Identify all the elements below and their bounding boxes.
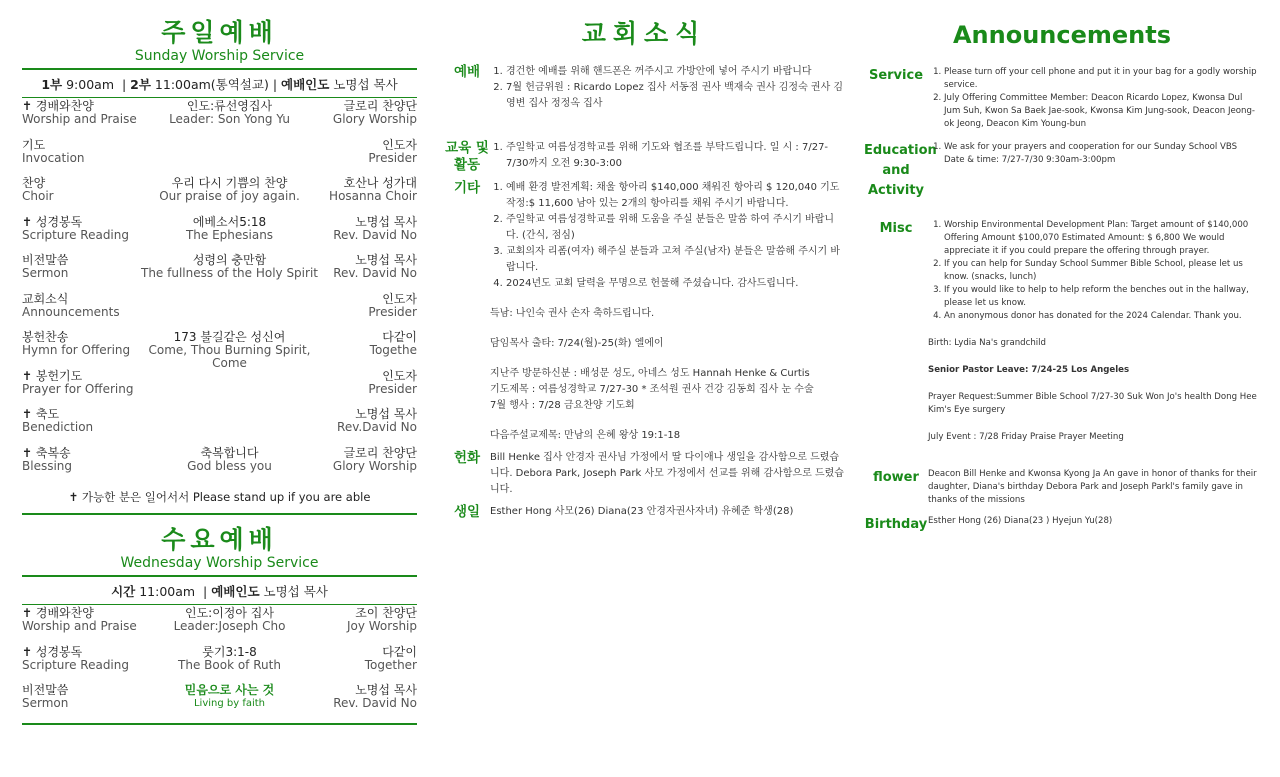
item-english: Worship and Praise bbox=[22, 112, 137, 126]
detail-korean: 에베소서5:18 bbox=[192, 214, 267, 229]
order-presider bbox=[322, 684, 417, 710]
list-item: 1. Please turn off your cell phone and put it in your bag for a godly worship service. bbox=[944, 66, 1260, 92]
item-english: Worship and Praise bbox=[22, 619, 137, 633]
order-presider bbox=[322, 293, 417, 319]
detail-english: The fullness of the Holy Spirit bbox=[141, 266, 318, 280]
order-item bbox=[22, 100, 137, 126]
item-korean: 봉헌찬송 bbox=[22, 330, 69, 344]
news-education bbox=[444, 140, 844, 174]
news-etc bbox=[444, 180, 844, 444]
presider-korean: 조이 찬양단 bbox=[355, 606, 417, 620]
order-presider bbox=[322, 408, 417, 434]
list-item: 2. July Offering Committee Member: Deacon Ricardo Lopez, Kwonsa Dul Jum Suh, Kwon Sa Baek Jae-sook, Kwonsa Kim Jung-sook, Deacon Jeong-ok Jeong, Deacon Kim Young-bun bbox=[944, 92, 1260, 131]
order-item bbox=[22, 216, 137, 242]
presider-english: Rev. David No bbox=[333, 266, 417, 280]
order-row bbox=[22, 646, 417, 685]
first-service-label: 1부 bbox=[41, 77, 63, 92]
ann-education bbox=[864, 141, 1260, 201]
item-english: Sermon bbox=[22, 266, 69, 280]
section-label: flower bbox=[873, 470, 919, 485]
order-item bbox=[22, 331, 137, 357]
standup-note: ✝ 가능한 분은 일어서서 Please stand up if you are able bbox=[22, 485, 417, 515]
detail-korean: 173 불길같은 성신여 bbox=[173, 330, 286, 344]
order-presider bbox=[322, 100, 417, 126]
order-item bbox=[22, 293, 137, 319]
item-english: Choir bbox=[22, 189, 54, 203]
item-english: Invocation bbox=[22, 150, 85, 165]
second-service-label: 2부 bbox=[130, 77, 151, 92]
section-label: 교육 및 활동 bbox=[445, 140, 489, 173]
sunday-title: 주일예배 bbox=[161, 18, 278, 47]
detail-korean: 인도:류선영집사 bbox=[186, 99, 273, 113]
presider-korean: 글로리 찬양단 bbox=[343, 445, 417, 460]
order-presider bbox=[322, 607, 417, 633]
news-flower bbox=[444, 450, 844, 498]
list-item: 2. If you can help for Sunday School Summer Bible School, please let us know. (snacks, lunch) bbox=[944, 258, 1260, 284]
item-english: Announcements bbox=[22, 304, 120, 319]
section-label: Misc bbox=[879, 221, 913, 236]
order-row bbox=[22, 216, 417, 255]
presider-english: Rev. David No bbox=[333, 696, 417, 710]
presider-english: Presider bbox=[368, 150, 417, 165]
item-english: Prayer for Offering bbox=[22, 381, 134, 396]
order-detail bbox=[137, 646, 322, 672]
item-korean: 비전말씀 bbox=[22, 253, 69, 267]
presider-korean: 인도자 bbox=[382, 291, 417, 306]
worship-list bbox=[490, 64, 844, 112]
detail-korean: 축복합니다 bbox=[200, 445, 259, 460]
leader-name: 노명섭 목사 bbox=[263, 584, 328, 599]
order-row bbox=[22, 254, 417, 293]
detail-korean: 성령의 충만함 bbox=[192, 253, 267, 267]
etc-list bbox=[490, 180, 844, 292]
order-detail bbox=[137, 607, 322, 633]
birth-note: Birth: Lydia Na's grandchild bbox=[928, 338, 1047, 348]
ann-misc bbox=[864, 219, 1260, 444]
list-item: 2. 주일학교 여름성경학교를 위해 도움을 주실 분들은 말씀 하여 주시기 바랍니다. (간식, 점심) bbox=[506, 212, 844, 244]
presider-korean: 노명섭 목사 bbox=[355, 683, 417, 697]
item-korean: ✝ 봉헌기도 bbox=[22, 368, 83, 383]
order-detail bbox=[137, 216, 322, 242]
pastor-leave-note: 담임목사 출타: 7/24(월)-25(화) 엘에이 bbox=[490, 338, 664, 349]
birthday-note: Esther Hong 사모(26) Diana(23 안경자권사자녀) 유혜준 학생(28) bbox=[490, 506, 794, 517]
presider-korean: 글로리 찬양단 bbox=[343, 99, 417, 113]
order-row bbox=[22, 408, 417, 447]
presider-english: Glory Worship bbox=[332, 458, 417, 473]
presider-korean: 노명섭 목사 bbox=[355, 214, 417, 229]
order-detail bbox=[137, 254, 322, 280]
order-row bbox=[22, 177, 417, 216]
item-english: Scripture Reading bbox=[22, 657, 129, 672]
order-item bbox=[22, 408, 137, 434]
order-row bbox=[22, 684, 417, 723]
ann-flower bbox=[864, 468, 1260, 507]
presider-korean: 노명섭 목사 bbox=[355, 253, 417, 267]
item-korean: ✝ 축도 bbox=[22, 407, 60, 421]
section-label: Service bbox=[868, 68, 924, 83]
news-column bbox=[444, 18, 844, 527]
order-item bbox=[22, 370, 137, 396]
event-note: July Event : 7/28 Friday Praise Prayer Meeting bbox=[928, 432, 1124, 442]
order-item bbox=[22, 646, 137, 672]
detail-korean: 우리 다시 기쁨의 찬양 bbox=[171, 176, 288, 190]
education-list bbox=[928, 141, 1260, 167]
leader-label: 예배인도 bbox=[281, 77, 330, 92]
section-label: Birthday bbox=[864, 517, 928, 532]
order-presider bbox=[322, 646, 417, 672]
item-korean: 비전말씀 bbox=[22, 683, 69, 697]
pastor-leave-note: Senior Pastor Leave: 7/24-25 Los Angeles bbox=[928, 365, 1130, 375]
item-english: Scripture Reading bbox=[22, 227, 129, 242]
divider bbox=[22, 723, 417, 725]
list-item: 3. 교회의자 리폼(여자) 해주실 분들과 고쳐 주실(남자) 분들은 말씀해 주시기 바랍니다. bbox=[506, 244, 844, 276]
order-item bbox=[22, 684, 137, 710]
order-row bbox=[22, 370, 417, 409]
announcements-column bbox=[864, 18, 1260, 543]
leader-label: 예배인도 bbox=[211, 584, 260, 599]
presider-korean: 호산나 성가대 bbox=[343, 176, 417, 190]
misc-list bbox=[928, 219, 1260, 323]
announcements-title: Announcements bbox=[952, 21, 1172, 49]
detail-english: God bless you bbox=[187, 458, 272, 473]
order-presider bbox=[322, 447, 417, 473]
order-row bbox=[22, 607, 417, 646]
item-english: Benediction bbox=[22, 420, 94, 434]
ann-birthday bbox=[864, 515, 1260, 535]
first-service-time: 9:00am bbox=[66, 77, 115, 92]
birth-note: 득남: 나인숙 권사 손자 축하드립니다. bbox=[490, 308, 655, 319]
second-service-time: 11:00am(통역설교) bbox=[154, 77, 269, 92]
sunday-info: 1부 9:00am | 2부 11:00am(통역설교) | 예배인도 노명섭 목사 bbox=[41, 77, 398, 92]
order-detail bbox=[137, 177, 322, 203]
presider-english: Togethe bbox=[369, 343, 417, 357]
prayer-note: 기도제목 : 여름성경학교 7/27-30 * 조석원 권사 건강 김동희 집사 눈 수술 bbox=[490, 384, 814, 395]
flower-note: Bill Henke 집사 안경자 권사님 가정에서 딸 다이애나 생일을 감사함으로 드렸습니다. Debora Park, Joseph Park 사모 가정에서 선교를 위해 감사함으로 드렸습니다. bbox=[490, 452, 844, 495]
education-list bbox=[490, 140, 844, 172]
item-english: Hymn for Offering bbox=[22, 343, 131, 357]
sunday-order bbox=[22, 100, 417, 485]
order-detail bbox=[137, 447, 322, 473]
order-item bbox=[22, 254, 137, 280]
event-note: 7월 행사 : 7/28 금요찬양 기도회 bbox=[490, 400, 635, 411]
list-item: 3. If you would like to help to help reform the benches out in the hallway, please let us know. bbox=[944, 284, 1260, 310]
order-row bbox=[22, 139, 417, 178]
sunday-subtitle: Sunday Worship Service bbox=[134, 48, 305, 64]
detail-english: Come, Thou Burning Spirit, Come bbox=[148, 343, 311, 370]
order-detail bbox=[137, 684, 322, 710]
order-row bbox=[22, 293, 417, 332]
order-presider bbox=[322, 177, 417, 203]
wednesday-info: 시간 11:00am | 예배인도 노명섭 목사 bbox=[111, 584, 328, 599]
detail-english: The Book of Ruth bbox=[178, 657, 281, 672]
section-label: 기타 bbox=[453, 180, 481, 196]
item-english: Sermon bbox=[22, 696, 69, 710]
wednesday-title: 수요예배 bbox=[161, 525, 278, 554]
detail-korean: 믿음으로 사는 것 bbox=[184, 683, 275, 697]
section-label: 헌화 bbox=[453, 450, 481, 466]
presider-korean: 다같이 bbox=[382, 330, 417, 344]
news-worship bbox=[444, 64, 844, 112]
detail-english: Leader: Son Yong Yu bbox=[169, 112, 290, 126]
order-item bbox=[22, 447, 137, 473]
item-korean: ✝ 경배와찬양 bbox=[22, 606, 94, 620]
order-detail bbox=[137, 100, 322, 126]
order-row bbox=[22, 331, 417, 370]
item-korean: 찬양 bbox=[22, 176, 46, 190]
list-item: 1. 예배 환경 발전계획: 채울 항아리 $140,000 채워진 항아리 $ 120,040 기도작정:$ 11,600 남아 있는 2개의 항아리를 채워 주시기 바랍니다. bbox=[506, 180, 844, 212]
order-presider bbox=[322, 370, 417, 396]
order-presider bbox=[322, 139, 417, 165]
presider-english: Together bbox=[364, 657, 417, 672]
item-korean: ✝ 성경봉독 bbox=[22, 644, 83, 659]
item-english: Blessing bbox=[22, 458, 73, 473]
birthday-note: Esther Hong (26) Diana(23 ) Hyejun Yu(28) bbox=[928, 516, 1113, 526]
news-title: 교회소식 bbox=[581, 19, 707, 48]
list-item: 1. We ask for your prayers and cooperation for our Sunday School VBS Date & time: 7/27-7/30 9:30am-3:00pm bbox=[944, 141, 1260, 167]
worship-column bbox=[22, 18, 417, 725]
order-presider bbox=[322, 216, 417, 242]
list-item: 1. 주일학교 여름성경학교를 위해 기도와 협조를 부탁드립니다. 일 시 : 7/27-7/30까지 오전 9:30-3:00 bbox=[506, 140, 844, 172]
prayer-note: Prayer Request:Summer Bible School 7/27-30 Suk Won Jo's health Dong Hee Kim's Eye surgery bbox=[928, 392, 1257, 415]
presider-korean: 노명섭 목사 bbox=[355, 407, 417, 421]
detail-korean: 인도:이정아 집사 bbox=[184, 606, 274, 620]
order-item bbox=[22, 139, 137, 165]
detail-korean: 룻기3:1-8 bbox=[202, 644, 257, 659]
presider-english: Joy Worship bbox=[346, 619, 417, 633]
list-item: 4. 2024년도 교회 달력을 무명으로 헌물해 주셨습니다. 감사드립니다. bbox=[506, 276, 844, 292]
order-item bbox=[22, 607, 137, 633]
presider-english: Rev.David No bbox=[337, 420, 417, 434]
order-row bbox=[22, 447, 417, 486]
wednesday-subtitle: Wednesday Worship Service bbox=[120, 555, 319, 571]
presider-english: Glory Worship bbox=[332, 112, 417, 126]
ann-service bbox=[864, 66, 1260, 131]
section-label: Education and Activity bbox=[864, 143, 937, 198]
item-korean: ✝ 경배와찬양 bbox=[22, 99, 94, 113]
detail-english: Leader:Joseph Cho bbox=[173, 619, 286, 633]
item-korean: 기도 bbox=[22, 137, 46, 152]
order-presider bbox=[322, 254, 417, 280]
order-item bbox=[22, 177, 137, 203]
next-sermon-note: 다음주설교제목: 만남의 은혜 왕상 19:1-18 bbox=[490, 430, 681, 441]
flower-note: Deacon Bill Henke and Kwonsa Kyong Ja An gave in honor of thanks for their daughter, Diana's birthday Debora Park and Joseph Parkl's family gave in thanks of the missions bbox=[928, 469, 1257, 505]
section-label: 생일 bbox=[453, 504, 481, 520]
presider-english: Presider bbox=[368, 381, 417, 396]
detail-english: The Ephesians bbox=[185, 227, 274, 242]
section-label: 예배 bbox=[453, 64, 481, 80]
wednesday-order bbox=[22, 607, 417, 723]
item-korean: ✝ 성경봉독 bbox=[22, 214, 83, 229]
list-item: 1. 경건한 예배를 위해 핸드폰은 꺼주시고 가방안에 넣어 주시기 바랍니다 bbox=[506, 64, 844, 80]
presider-english: Hosanna Choir bbox=[329, 189, 417, 203]
presider-korean: 다같이 bbox=[382, 644, 417, 659]
news-birthday bbox=[444, 504, 844, 521]
presider-korean: 인도자 bbox=[382, 137, 417, 152]
order-row bbox=[22, 100, 417, 139]
service-list bbox=[928, 66, 1260, 131]
time-label: 시간 bbox=[111, 584, 136, 599]
list-item: 4. An anonymous donor has donated for the 2024 Calendar. Thank you. bbox=[944, 310, 1260, 323]
divider bbox=[22, 604, 417, 605]
order-presider bbox=[322, 331, 417, 357]
time-value: 11:00am bbox=[139, 584, 196, 599]
list-item: 1. Worship Environmental Development Plan: Target amount of $140,000 Offering Amount $100,070 Estimated Amount: $ 6,800 We would appreciate it if you could prepare the offering through prayer. bbox=[944, 219, 1260, 258]
item-korean: 교회소식 bbox=[22, 291, 69, 306]
leader-name: 노명섭 목사 bbox=[333, 77, 398, 92]
presider-english: Rev. David No bbox=[333, 227, 417, 242]
list-item: 2. 7월 헌금위원 : Ricardo Lopez 집사 서동점 권사 백재숙 권사 김정숙 권사 김영변 집사 정정옥 집사 bbox=[506, 80, 844, 112]
presider-english: Presider bbox=[368, 304, 417, 319]
item-korean: ✝ 축복송 bbox=[22, 445, 71, 460]
detail-english: Living by faith bbox=[193, 698, 266, 709]
order-detail bbox=[137, 331, 322, 370]
divider bbox=[22, 97, 417, 98]
visitors-note: 지난주 방문하신분 : 배성문 성도, 아네스 성도 Hannah Henke & Curtis bbox=[490, 368, 810, 379]
detail-english: Our praise of joy again. bbox=[159, 189, 300, 203]
presider-korean: 인도자 bbox=[382, 368, 417, 383]
